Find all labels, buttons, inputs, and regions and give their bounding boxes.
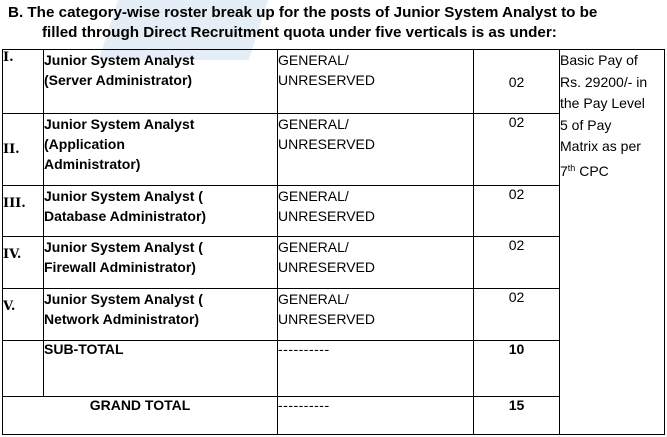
post-name: Junior System Analyst ( Network Administrator)	[44, 289, 278, 341]
subtotal-dashes: ----------	[278, 341, 474, 397]
category: GENERAL/ UNRESERVED	[278, 114, 474, 186]
grandtotal-dashes: ----------	[278, 397, 474, 435]
post-name: Junior System Analyst (Application Administrator)	[44, 114, 278, 186]
serial-number: V.	[3, 289, 44, 341]
post-count: 02	[474, 186, 560, 237]
section-heading	[8, 3, 660, 43]
pay-scale: Basic Pay of Rs. 29200/- in the Pay Level 5 of Pay Matrix as per 7th CPC	[560, 50, 665, 435]
category: GENERAL/ UNRESERVED	[278, 289, 474, 341]
serial-number: II.	[3, 114, 44, 186]
table-row	[3, 50, 665, 114]
post-count: 02	[474, 237, 560, 289]
grandtotal-label: GRAND TOTAL	[3, 397, 278, 435]
post-count: 02	[474, 114, 560, 186]
serial-number: IV.	[3, 237, 44, 289]
serial-number: III.	[3, 186, 44, 237]
roster-table	[2, 49, 665, 435]
post-count: 02	[474, 50, 560, 114]
post-name: Junior System Analyst (Server Administrator)	[44, 50, 278, 114]
category: GENERAL/ UNRESERVED	[278, 50, 474, 114]
grandtotal-value: 15	[474, 397, 560, 435]
post-name: Junior System Analyst ( Database Administrator)	[44, 186, 278, 237]
heading-line-2: filled through Direct Recruitment quota under five verticals is as under:	[42, 24, 557, 41]
category: GENERAL/ UNRESERVED	[278, 186, 474, 237]
subtotal-value: 10	[474, 341, 560, 397]
serial-number: I.	[3, 50, 44, 114]
post-count: 02	[474, 289, 560, 341]
category: GENERAL/ UNRESERVED	[278, 237, 474, 289]
heading-line-1: B. The category-wise roster break up for the posts of Junior System Analyst to be	[8, 4, 598, 21]
subtotal-label: SUB-TOTAL	[44, 341, 278, 397]
post-name: Junior System Analyst ( Firewall Administrator)	[44, 237, 278, 289]
